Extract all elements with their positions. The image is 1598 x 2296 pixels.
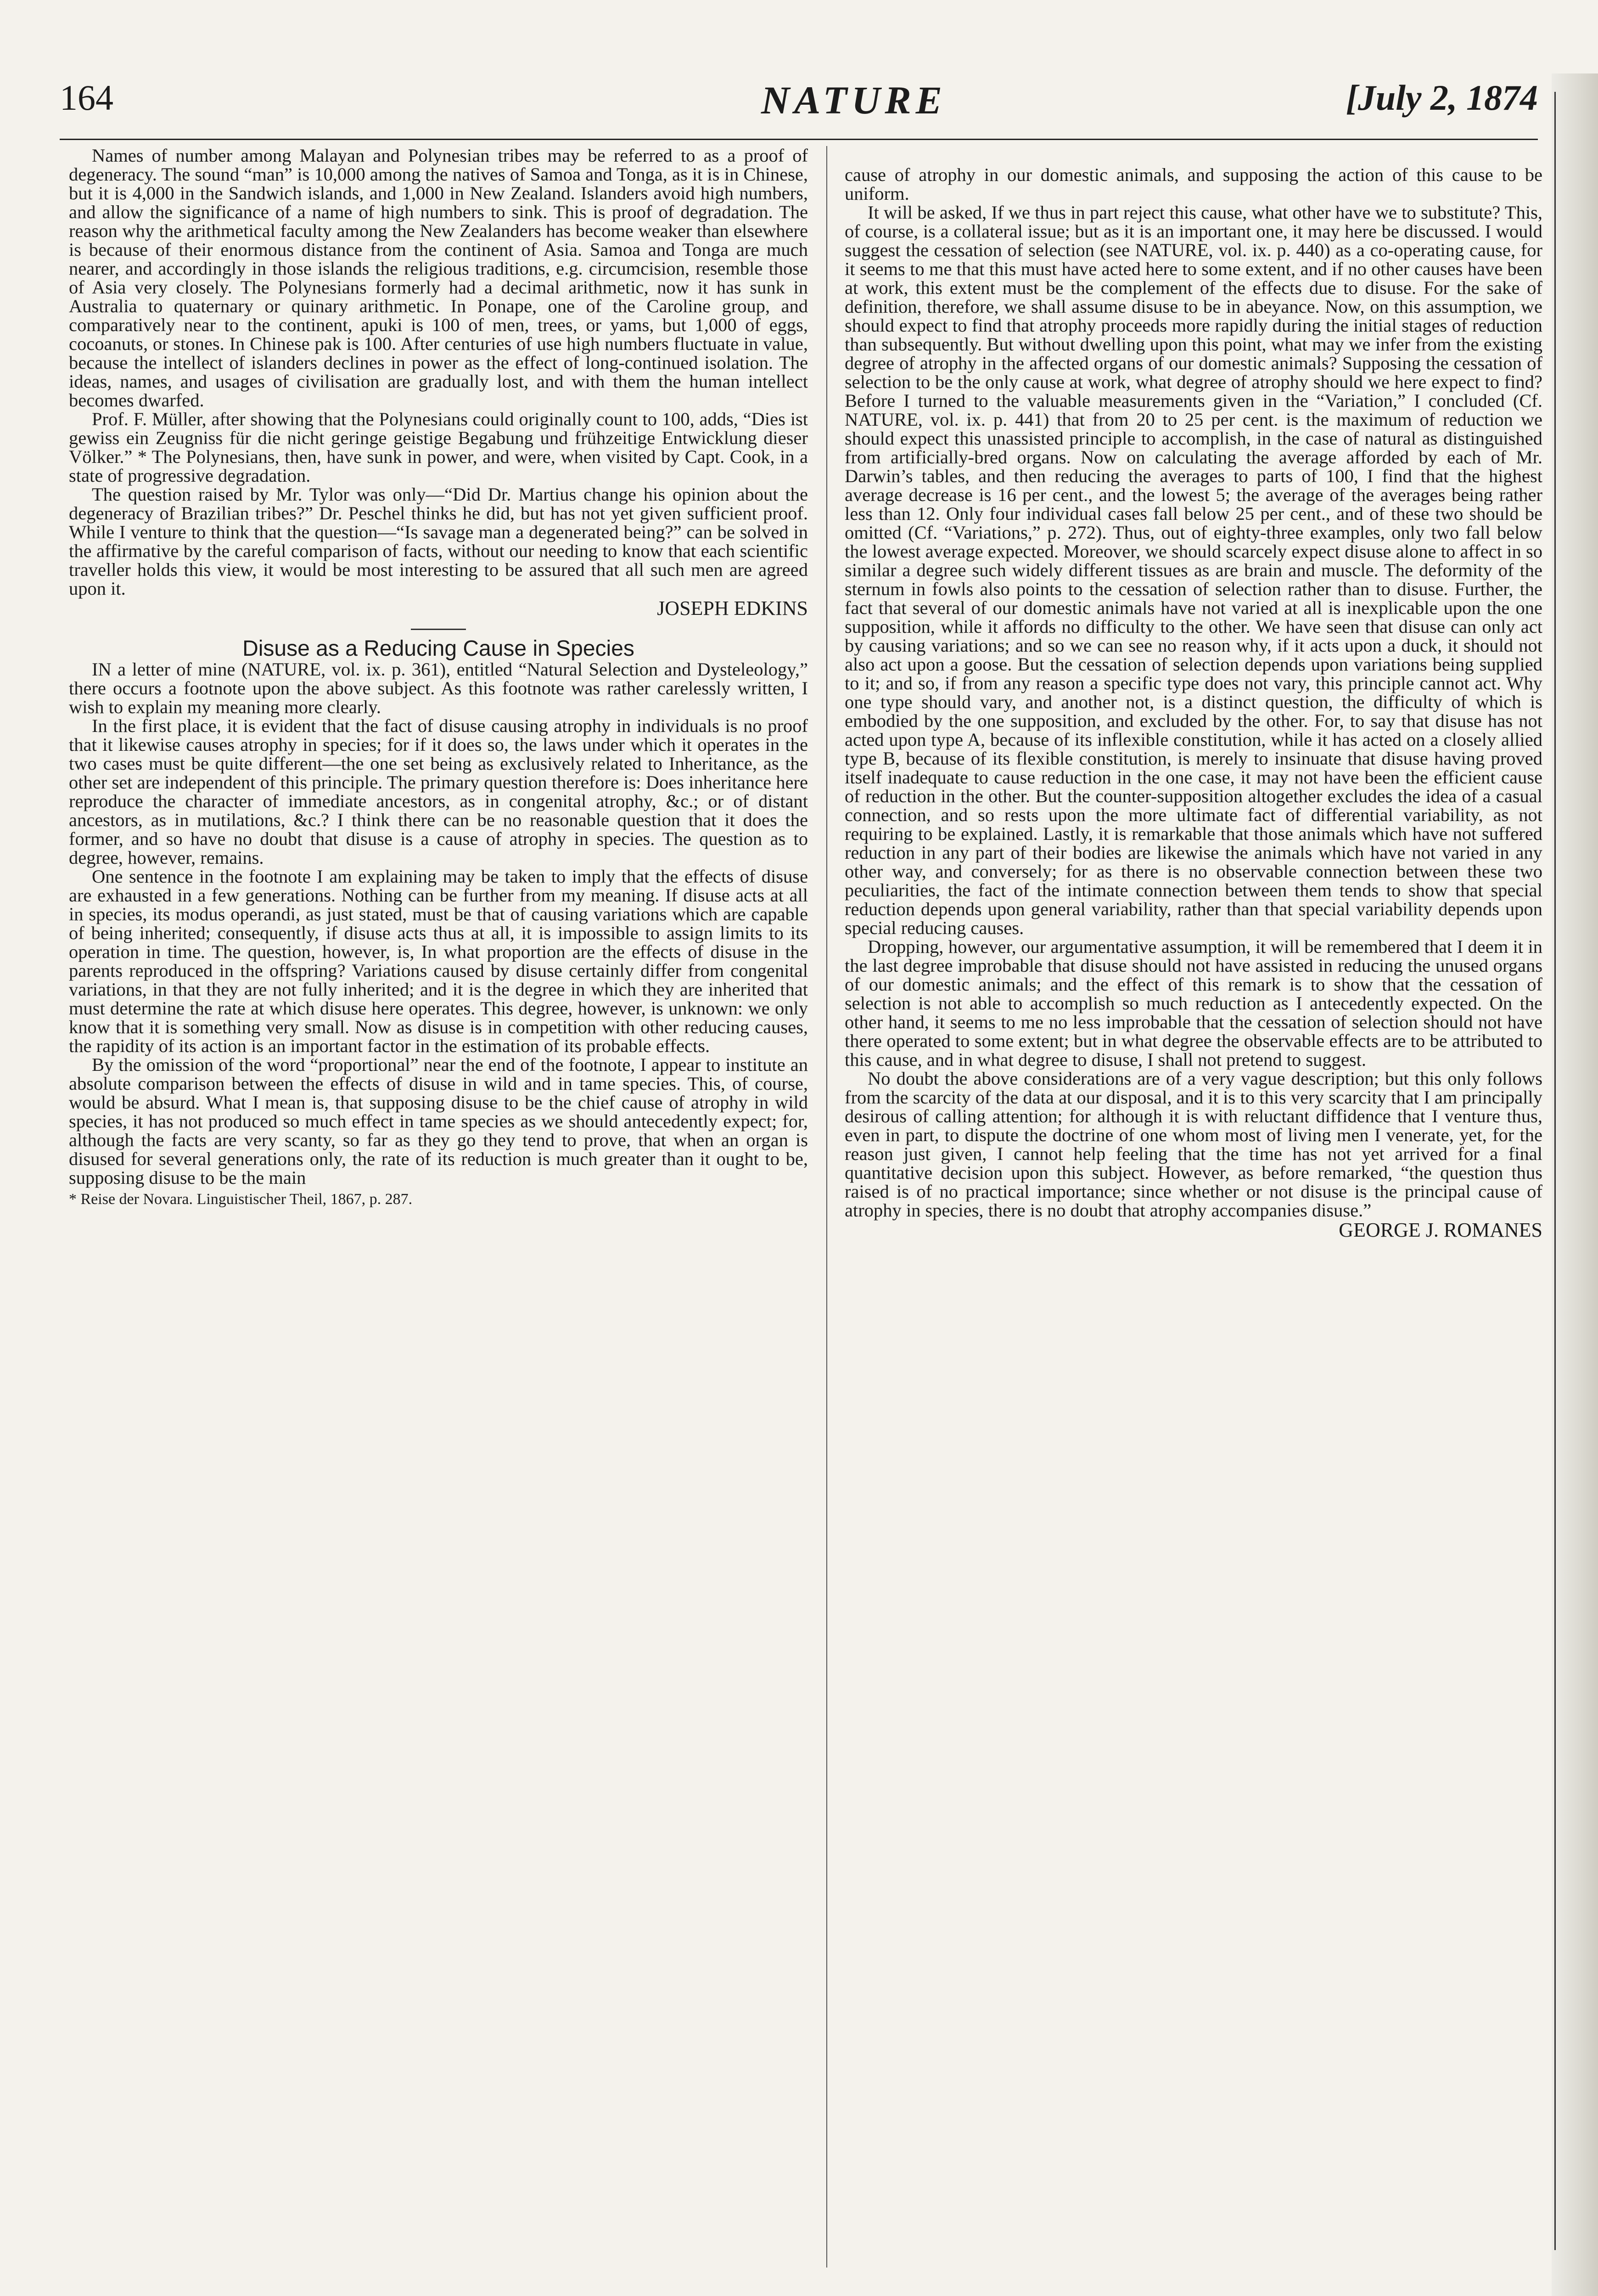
issue-date: [July 2, 1874 [1346,78,1538,118]
paragraph: In the first place, it is evident that the fact of disuse causing atrophy in individuals is no proof that it likewise causes atrophy in species; for if it does so, the laws under which it operates in the two cases must be quite different—the one set being as exclusively related to Inheritance, as the other set are independent of this principle. The primary question therefore is: Does inheritance here reproduce the character of immediate ancestors, as in congenital atrophy, &c.; or of distant ancestors, as in mutilations, &c.? I think there can be no reasonable question that it does the former, and so have no doubt that disuse is a cause of atrophy in species. The question as to degree, however, remains. [69,715,808,868]
paragraph: IN a letter of mine (NATURE, vol. ix. p. 361), entitled “Natural Selection and Dysteleology,” there occurs a footnote upon the above subject. As this footnote was rather carelessly written, I wish to explain my meaning more clearly. [69,659,808,717]
section-title: Disuse as a Reducing Cause in Species [242,636,634,661]
paragraph: No doubt the above considerations are of a very vague description; but this only follows from the scarcity of the data at our disposal, and it is to this very scarcity that I am principally desirous of calling attention; for although it is with reluctant diffidence that I venture thus, even in part, to dispute the doctrine of one whom most of living men I venerate, yet, for the reason just given, I cannot help feeling that the time has not yet arrived for a final quantitative decision upon this subject. However, as before remarked, “the question thus raised is of no practical importance; since whether or not disuse is the principal cause of atrophy in species, there is no doubt that atrophy accompanies disuse.” [845,1068,1542,1221]
page-number: 164 [60,78,113,118]
adjacent-page-edge [1552,73,1598,2296]
author-signature: JOSEPH EDKINS [657,597,808,619]
section-divider [411,629,466,630]
author-signature: GEORGE J. ROMANES [1339,1219,1542,1241]
journal-title: NATURE [761,78,947,122]
paragraph: It will be asked, If we thus in part reject this cause, what other have we to substitute? This, of course, is a collateral issue; but as it is an important one, it may here be discussed. I would suggest the cessation of selection (see NATURE, vol. ix. p. 440) as a co-operating cause, for it seems to me that this must have acted here to some extent, and if no other causes have been at work, this extent must be the complement of the effects due to disuse. For the sake of definition, therefore, we shall assume disuse to be in abeyance. Now, on this assumption, we should expect to find that atrophy proceeds more rapidly during the initial stages of reduction than subsequently. But without dwelling upon this point, what may we infer from the existing degree of atrophy in the affected organs of our domestic animals? Supposing the cessation of selection to be the only cause at work, what degree of atrophy should we here expect to find? Before I turned to the valuable measurements given in the “Variation,” I concluded (Cf. NATURE, vol. ix. p. 441) that from 20 to 25 per cent. is the maximum of reduction we should expect this unassisted principle to accomplish, in the case of natural as distinguished from artificially-bred organs. Now on calculating the average afforded by each of Mr. Darwin’s tables, and then reducing the averages to parts of 100, I find that the highest average decrease is 16 per cent., and the lowest 5; the average of the averages being rather less than 12. Only four individual cases fall below 25 per cent., and of these two should be omitted (Cf. “Variations,” p. 272). Thus, out of eighty-three examples, only two fall below the lowest average expected. Moreover, we should scarcely expect disuse alone to affect in so similar a degree such widely different tissues as are brain and muscle. The deformity of the sternum in fowls also points to the cessation of selection rather than to disuse. Further, the fact that several of our domestic animals have not varied at all is inexplicable upon the one supposition, while it affords no difficulty to the other. We have seen that disuse can only act by causing variations; and so we can see no reason why, if it acts upon a duck, it should not also act upon a goose. But the cessation of selection depends upon variations being supplied to it; and so, if from any reason a specific type does not vary, this principle cannot act. Why one type should vary, and another not, is a distinct question, the difficulty of which is embodied by the one supposition, and excluded by the other. For, to say that disuse has not acted upon type A, because of its inflexible constitution, while it has acted on a closely allied type B, because of its flexible constitution, is merely to insinuate that disuse having proved itself inadequate to cause reduction in the one case, it may not have been the efficient cause of reduction in the other. But the counter-supposition altogether excludes the idea of a casual connection, and so rests upon the more ultimate fact of differential variability, as not requiring to be explained. Lastly, it is remarkable that those animals which have not suffered reduction in any part of their bodies are likewise the animals which have not varied in any other way, and conversely; for as there is no observable connection between these two peculiarities, the fact of the intimate connection between them tends to show that special reduction depends upon general variability, rather than that special variability depends upon special reducing causes. [845,202,1542,938]
paragraph: Dropping, however, our argumentative assumption, it will be remembered that I deem it in the last degree improbable that disuse should not have assisted in reducing the unused organs of our domestic animals; and the effect of this remark is to show that the cessation of selection is not able to accomplish so much reduction as I antecedently expected. On the other hand, it seems to me no less improbable that the cessation of selection should not have there operated to some extent; but in what degree the observable effects are to be attributed to this cause, and in what degree to disuse, I shall not pretend to suggest. [845,936,1542,1070]
footnote: * Reise der Novara. Linguistischer Theil, 1867, p. 287. [69,1191,413,1208]
paragraph: The question raised by Mr. Tylor was only—“Did Dr. Martius change his opinion about the degeneracy of Brazilian tribes?” Dr. Peschel thinks he did, but has not yet given sufficient proof. While I venture to think that the question—“Is savage man a degenerated being?” can be solved in the affirmative by the careful comparison of facts, without our needing to know that each scientific traveller holds this view, it would be most interesting to be assured that all such men are agreed upon it. [69,484,808,599]
page-header [60,77,1538,137]
paragraph: By the omission of the word “proportional” near the end of the footnote, I appear to institute an absolute comparison between the effects of disuse in wild and in tame species. This, of course, would be absurd. What I mean is, that supposing disuse to be the chief cause of atrophy in wild species, it has not produced so much effect in tame species as we should antecedently expect; for, although the facts are very scanty, so far as they go they tend to prove, that when an organ is disused for several generations only, the rate of its reduction is much greater than it ought to be, supposing disuse to be the main [69,1054,808,1188]
left-column [69,146,808,1209]
header-rule [60,139,1538,140]
paragraph: One sentence in the footnote I am explaining may be taken to imply that the effects of disuse are exhausted in a few generations. Nothing can be further from my meaning. If disuse acts at all in species, its modus operandi, as just stated, must be that of causing variations which are capable of being inherited; consequently, if disuse acts thus at all, it is impossible to assign limits to its operation in time. The question, however, is, In what proportion are the effects of disuse in the parents reproduced in the offspring? Variations caused by disuse certainly differ from congenital variations, in that they are not fully inherited; and it is the degree in which they are inherited that must determine the rate at which disuse here operates. This degree, however, is unknown: we only know that it is something very small. Now as disuse is in competition with other reducing causes, the rapidity of its action is an important factor in the estimation of its probable effects. [69,866,808,1056]
right-column [845,165,1542,1239]
column-divider [826,146,827,2268]
paragraph: Names of number among Malayan and Polynesian tribes may be referred to as a proof of degeneracy. The sound “man” is 10,000 among the natives of Samoa and Tonga, as it is in Chinese, but it is 4,000 in the Sandwich islands, and 1,000 in New Zealand. Islanders avoid high numbers, and allow the significance of a name of high numbers to sink. This is proof of degradation. The reason why the arithmetical faculty among the New Zealanders has become weaker than elsewhere is because of their enormous distance from the continent of Asia. Samoa and Tonga are much nearer, and accordingly in those islands the religious traditions, e.g. circumcision, resemble those of Asia very closely. The Polynesians formerly had a decimal arithmetic, now it has sunk in Australia to quaternary or quinary arithmetic. In Ponape, one of the Caroline group, and comparatively near to the continent, apuki is 100 of men, trees, or yams, but 1,000 of eggs, cocoanuts, or stones. In Chinese pak is 100. After centuries of use high numbers fluctuate in value, because the intellect of islanders declines in power as the effect of long-continued isolation. The ideas, names, and usages of civilisation are gradually lost, and with them the human intellect becomes dwarfed. [69,145,808,411]
paragraph: cause of atrophy in our domestic animals, and supposing the action of this cause to be uniform. [845,164,1542,204]
paragraph: Prof. F. Müller, after showing that the Polynesians could originally count to 100, adds, “Dies ist gewiss ein Zeugniss für die nicht geringe geistige Begabung und frühzeitige Entwicklung dieser Völker.” * The Polynesians, then, have sunk in power, and were, when visited by Capt. Cook, in a state of progressive degradation. [69,409,808,486]
